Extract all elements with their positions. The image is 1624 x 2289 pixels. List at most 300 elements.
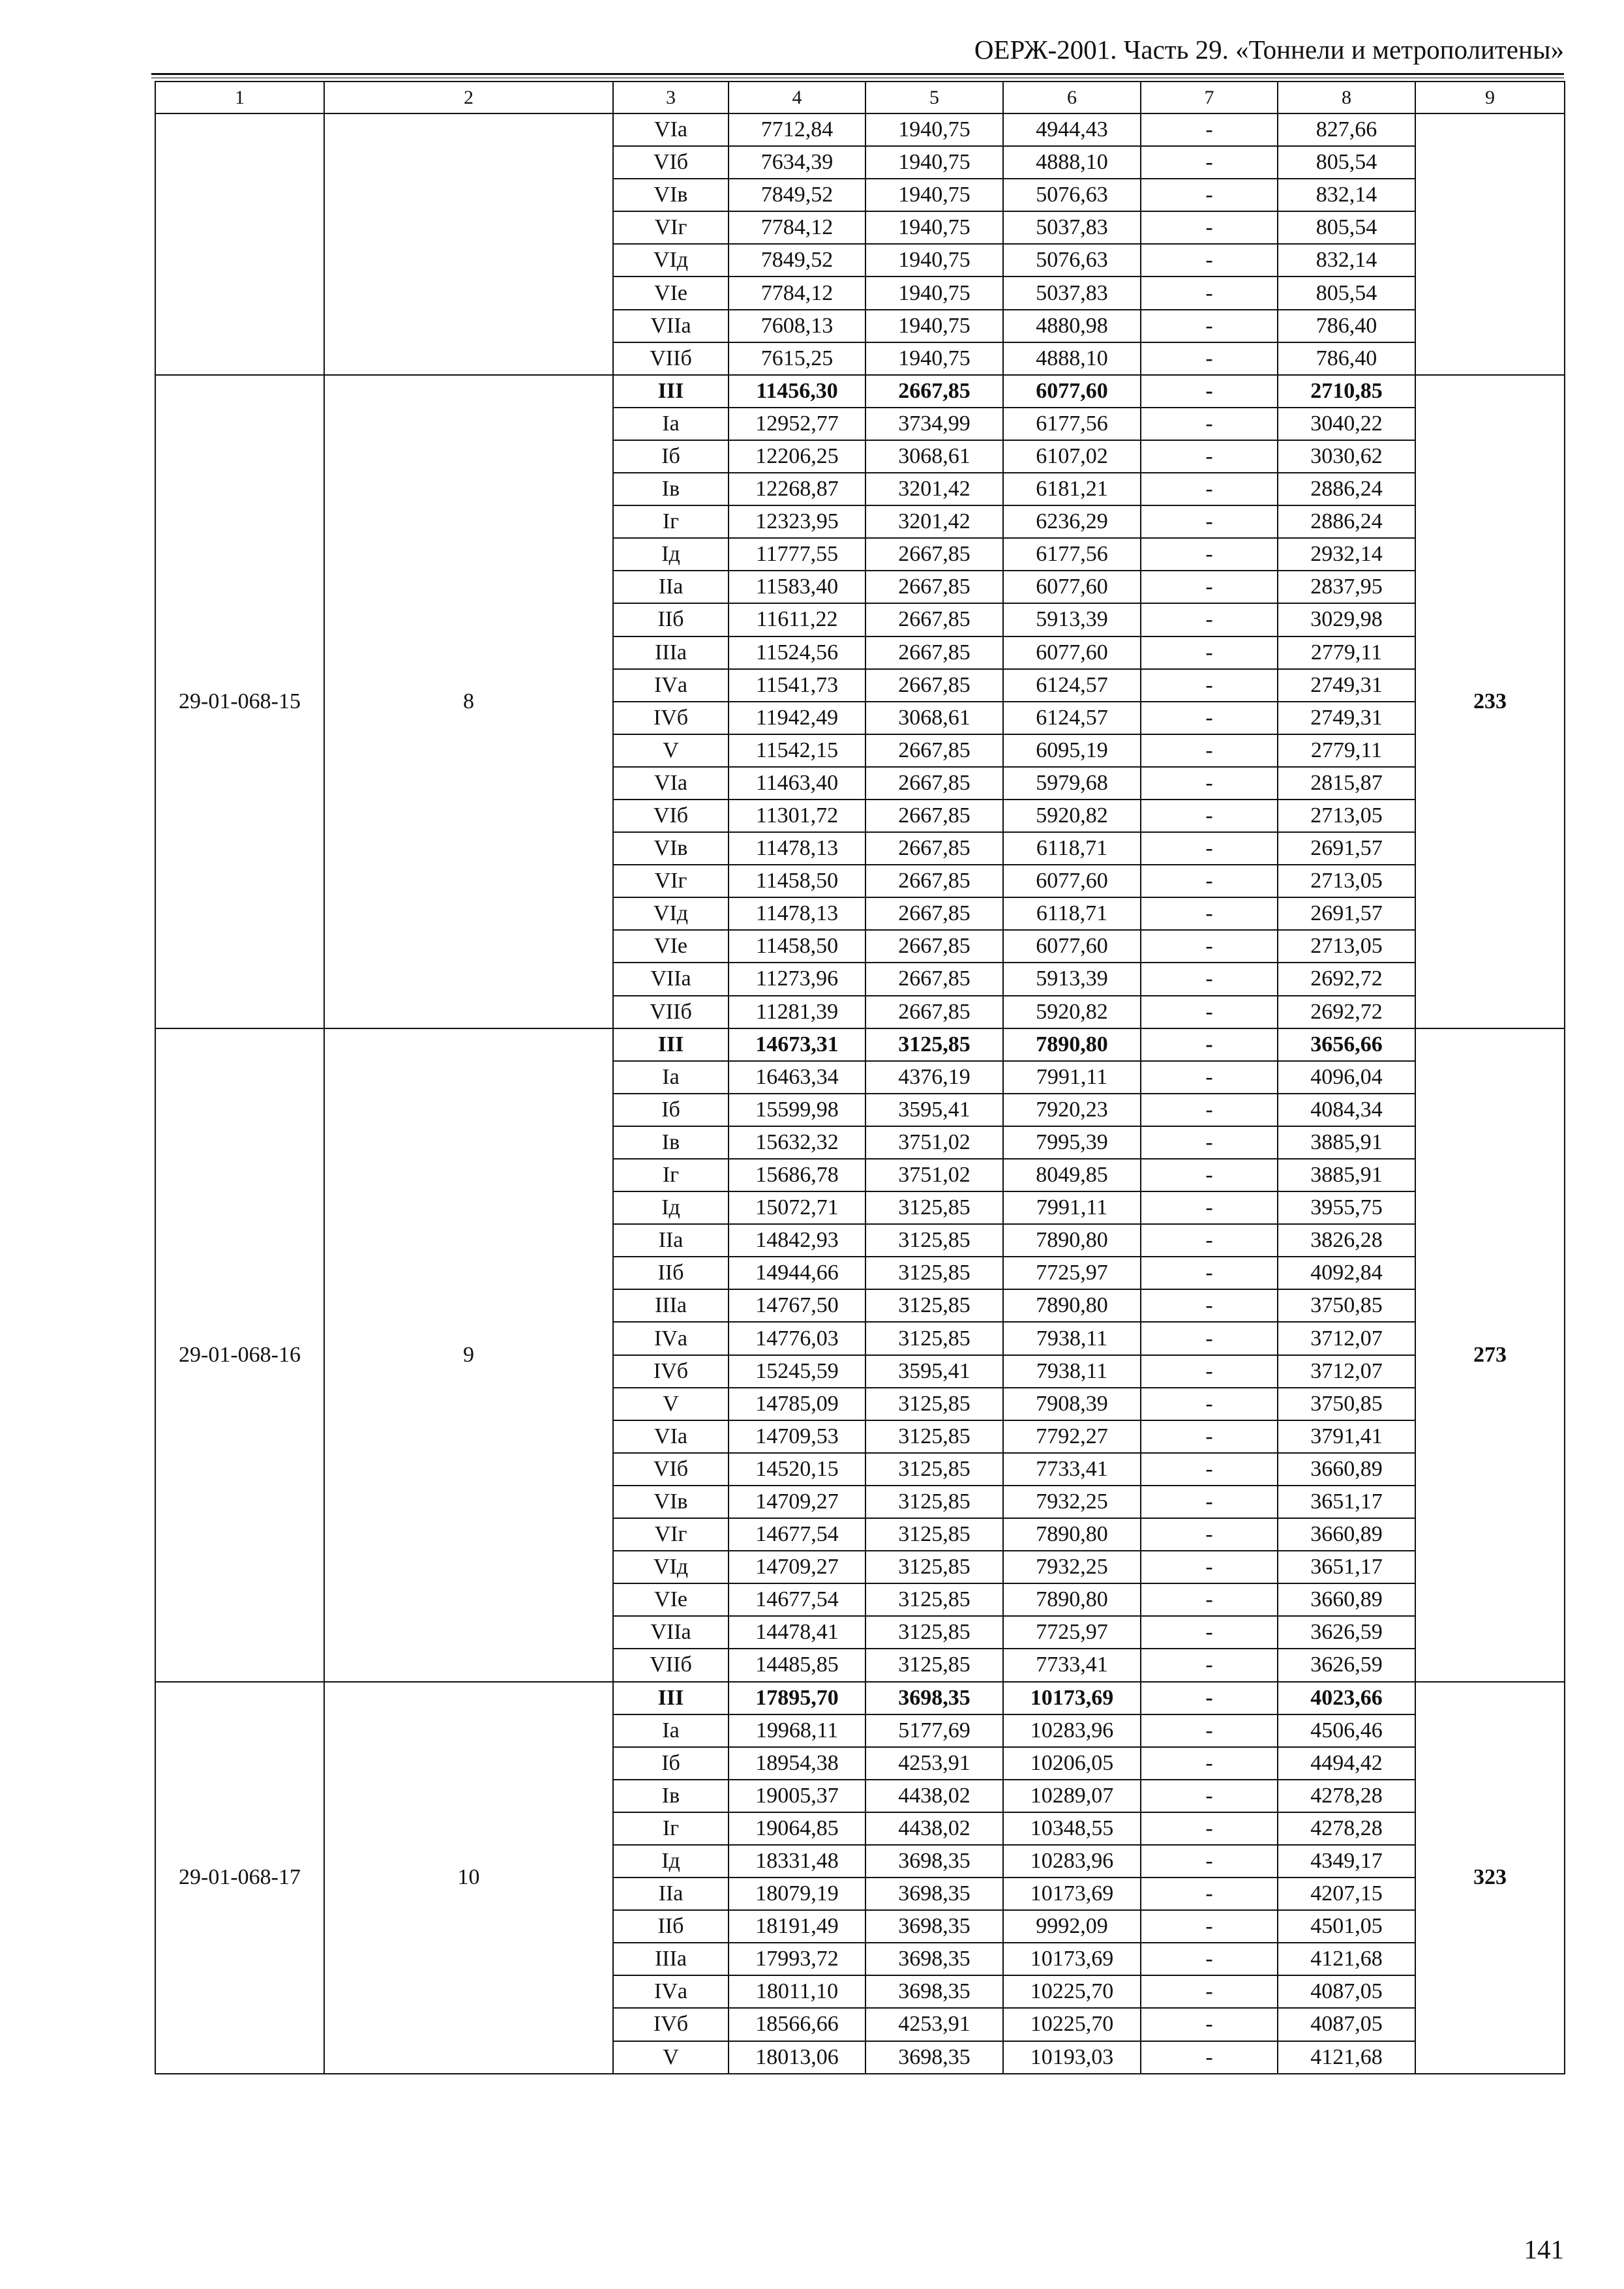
table-cell: 7733,41 [1003, 1649, 1141, 1681]
table-cell: - [1141, 505, 1278, 538]
table-cell: 3698,35 [865, 2041, 1003, 2074]
table-cell: 1940,75 [865, 146, 1003, 179]
table-cell: 17993,72 [729, 1943, 865, 1975]
table-cell: - [1141, 277, 1278, 309]
table-cell: 2886,24 [1278, 505, 1415, 538]
table-cell: - [1141, 702, 1278, 734]
table-cell: 11281,39 [729, 996, 865, 1028]
table-cell: 2667,85 [865, 734, 1003, 767]
labor-total: 233 [1415, 375, 1565, 1028]
table-cell: 17895,70 [729, 1682, 865, 1714]
table-cell: - [1141, 1289, 1278, 1322]
table-cell: 2667,85 [865, 963, 1003, 995]
table-cell: 12268,87 [729, 473, 865, 505]
table-cell: 19968,11 [729, 1714, 865, 1747]
table-cell: - [1141, 897, 1278, 930]
table-cell: VIв [613, 832, 729, 865]
table-cell: 19005,37 [729, 1780, 865, 1812]
table-cell: - [1141, 244, 1278, 277]
table-cell: 3595,41 [865, 1355, 1003, 1388]
rate-number: 9 [324, 1028, 613, 1682]
table-cell: 11541,73 [729, 669, 865, 702]
table-cell: 4096,04 [1278, 1061, 1415, 1094]
header-rule-thick [151, 73, 1564, 75]
table-cell: IIIа [613, 636, 729, 669]
table-cell: VIг [613, 1518, 729, 1551]
table-cell: 11542,15 [729, 734, 865, 767]
table-cell: 3751,02 [865, 1159, 1003, 1191]
table-cell: 14842,93 [729, 1224, 865, 1257]
table-cell: VIд [613, 897, 729, 930]
table-cell: 832,14 [1278, 179, 1415, 211]
table-cell: 3125,85 [865, 1191, 1003, 1224]
table-cell: 1940,75 [865, 244, 1003, 277]
table-cell: 3201,42 [865, 505, 1003, 538]
table-cell: 10283,96 [1003, 1714, 1141, 1747]
table-cell: 3068,61 [865, 702, 1003, 734]
table-cell: 7920,23 [1003, 1094, 1141, 1126]
table-cell: 3125,85 [865, 1289, 1003, 1322]
table-cell: 4880,98 [1003, 310, 1141, 342]
table-cell: - [1141, 1682, 1278, 1714]
table-cell: III [613, 375, 729, 408]
table-cell: IVб [613, 1355, 729, 1388]
table-cell: 11273,96 [729, 963, 865, 995]
table-cell: 18954,38 [729, 1747, 865, 1780]
table-cell: 19064,85 [729, 1812, 865, 1845]
table-cell: - [1141, 310, 1278, 342]
table-cell: 14673,31 [729, 1028, 865, 1061]
table-cell: 12952,77 [729, 408, 865, 440]
rate-code: 29-01-068-15 [155, 375, 324, 1028]
table-cell: 7733,41 [1003, 1453, 1141, 1486]
table-cell: 5913,39 [1003, 963, 1141, 995]
table-cell: - [1141, 1355, 1278, 1388]
table-cell: 3660,89 [1278, 1583, 1415, 1616]
table-row [155, 375, 1565, 408]
table-cell: 6124,57 [1003, 702, 1141, 734]
table-cell: 5920,82 [1003, 800, 1141, 832]
table-cell: Iд [613, 1845, 729, 1878]
table-cell: 7712,84 [729, 113, 865, 146]
table-cell: III [613, 1682, 729, 1714]
table-cell: 14677,54 [729, 1518, 865, 1551]
table-cell: 14677,54 [729, 1583, 865, 1616]
table-cell: 5920,82 [1003, 996, 1141, 1028]
table-cell: 2667,85 [865, 767, 1003, 800]
table-cell: - [1141, 538, 1278, 571]
table-cell: - [1141, 1388, 1278, 1420]
rate-number: 8 [324, 375, 613, 1028]
table-cell: 6181,21 [1003, 473, 1141, 505]
table-cell: 4888,10 [1003, 342, 1141, 375]
column-header: 5 [865, 82, 1003, 113]
table-cell: 3125,85 [865, 1322, 1003, 1354]
table-cell: - [1141, 1616, 1278, 1649]
table-cell: 1940,75 [865, 179, 1003, 211]
table-cell: 8049,85 [1003, 1159, 1141, 1191]
table-cell: 14478,41 [729, 1616, 865, 1649]
table-cell: 11478,13 [729, 832, 865, 865]
table-cell: 4278,28 [1278, 1780, 1415, 1812]
table-cell: 3698,35 [865, 1943, 1003, 1975]
table-cell: 7890,80 [1003, 1289, 1141, 1322]
table-cell: 11942,49 [729, 702, 865, 734]
table-cell: 7908,39 [1003, 1388, 1141, 1420]
table-cell: 2713,05 [1278, 930, 1415, 963]
table-cell: 3030,62 [1278, 440, 1415, 473]
table-cell: 4023,66 [1278, 1682, 1415, 1714]
table-cell: IIа [613, 571, 729, 603]
table-cell: 3698,35 [865, 1845, 1003, 1878]
table-cell: 15599,98 [729, 1094, 865, 1126]
column-header: 4 [729, 82, 865, 113]
table-cell: IVб [613, 702, 729, 734]
table-cell: 7608,13 [729, 310, 865, 342]
table-cell: VIIб [613, 996, 729, 1028]
table-cell: 10173,69 [1003, 1943, 1141, 1975]
table-cell: 11611,22 [729, 603, 865, 636]
table-cell: - [1141, 636, 1278, 669]
table-cell: IVа [613, 1975, 729, 2008]
table-cell: - [1141, 1486, 1278, 1518]
table-cell: 3125,85 [865, 1224, 1003, 1257]
table-cell: - [1141, 1028, 1278, 1061]
table-cell: 15632,32 [729, 1126, 865, 1159]
table-cell: VIд [613, 244, 729, 277]
table-cell: 6177,56 [1003, 408, 1141, 440]
table-cell: 3750,85 [1278, 1388, 1415, 1420]
table-cell: 3125,85 [865, 1616, 1003, 1649]
table-cell: 14767,50 [729, 1289, 865, 1322]
table-cell: VIIб [613, 1649, 729, 1681]
table-cell: 7890,80 [1003, 1028, 1141, 1061]
table-cell: 11456,30 [729, 375, 865, 408]
table-cell: 2713,05 [1278, 800, 1415, 832]
table-cell: 2886,24 [1278, 473, 1415, 505]
table-cell: VIг [613, 211, 729, 244]
table-cell: 2667,85 [865, 800, 1003, 832]
table-cell: - [1141, 1943, 1278, 1975]
table-cell: 3125,85 [865, 1583, 1003, 1616]
table-cell: 2667,85 [865, 538, 1003, 571]
table-cell: 6177,56 [1003, 538, 1141, 571]
table-cell: 14709,53 [729, 1420, 865, 1453]
table-cell: 11463,40 [729, 767, 865, 800]
table-body [155, 113, 1565, 2074]
table-cell: 6118,71 [1003, 897, 1141, 930]
table-cell: 3750,85 [1278, 1289, 1415, 1322]
table-cell: 2691,57 [1278, 897, 1415, 930]
table-cell: - [1141, 1094, 1278, 1126]
table-cell: Iд [613, 1191, 729, 1224]
table-cell: 3125,85 [865, 1388, 1003, 1420]
table-cell: 4278,28 [1278, 1812, 1415, 1845]
table-cell: 6118,71 [1003, 832, 1141, 865]
table-cell: 1940,75 [865, 211, 1003, 244]
table-cell: 2692,72 [1278, 963, 1415, 995]
table-cell: - [1141, 2041, 1278, 2074]
table-cell: - [1141, 1551, 1278, 1583]
table-cell: - [1141, 1191, 1278, 1224]
table-cell: 3125,85 [865, 1649, 1003, 1681]
table-cell: 11583,40 [729, 571, 865, 603]
table-cell: 7725,97 [1003, 1257, 1141, 1289]
rate-code [155, 113, 324, 375]
table-cell: 4087,05 [1278, 1975, 1415, 2008]
table-cell: 3068,61 [865, 440, 1003, 473]
table-cell: VIа [613, 767, 729, 800]
table-cell: 7890,80 [1003, 1224, 1141, 1257]
table-cell: - [1141, 375, 1278, 408]
table-cell: 3712,07 [1278, 1355, 1415, 1388]
page-number: 141 [1524, 2234, 1564, 2264]
table-cell: 6107,02 [1003, 440, 1141, 473]
column-header: 3 [613, 82, 729, 113]
table-cell: 4376,19 [865, 1061, 1003, 1094]
table-cell: - [1141, 1910, 1278, 1943]
table-cell: IIа [613, 1224, 729, 1257]
table-cell: - [1141, 1257, 1278, 1289]
table-cell: 3626,59 [1278, 1649, 1415, 1681]
table-cell: Iа [613, 408, 729, 440]
table-cell: 3651,17 [1278, 1551, 1415, 1583]
table-cell: - [1141, 1975, 1278, 2008]
table-cell: 2713,05 [1278, 865, 1415, 897]
table-cell: IIб [613, 1257, 729, 1289]
table-cell: 7932,25 [1003, 1551, 1141, 1583]
table-cell: 2667,85 [865, 571, 1003, 603]
rate-number [324, 113, 613, 375]
table-cell: 7849,52 [729, 244, 865, 277]
table-cell: VIг [613, 865, 729, 897]
table-cell: 18191,49 [729, 1910, 865, 1943]
table-cell: 4438,02 [865, 1780, 1003, 1812]
table-cell: - [1141, 1061, 1278, 1094]
table-cell: 2667,85 [865, 930, 1003, 963]
table-cell: 14785,09 [729, 1388, 865, 1420]
table-cell: 3201,42 [865, 473, 1003, 505]
table-cell: 4253,91 [865, 1747, 1003, 1780]
table-cell: 10173,69 [1003, 1682, 1141, 1714]
table-cell: - [1141, 179, 1278, 211]
table-cell: 2667,85 [865, 832, 1003, 865]
column-header: 6 [1003, 82, 1141, 113]
table-cell: - [1141, 211, 1278, 244]
table-cell: 11524,56 [729, 636, 865, 669]
table-cell: VIа [613, 1420, 729, 1453]
table-cell: - [1141, 1845, 1278, 1878]
table-cell: 10173,69 [1003, 1878, 1141, 1910]
table-cell: 2749,31 [1278, 702, 1415, 734]
table-cell: 4501,05 [1278, 1910, 1415, 1943]
table-cell: 1940,75 [865, 310, 1003, 342]
table-cell: 6077,60 [1003, 571, 1141, 603]
table-cell: 11458,50 [729, 865, 865, 897]
table-cell: V [613, 2041, 729, 2074]
table-cell: VIа [613, 113, 729, 146]
table-cell: 4253,91 [865, 2008, 1003, 2041]
table-row [155, 1028, 1565, 1061]
table-cell: IIб [613, 603, 729, 636]
column-header: 7 [1141, 82, 1278, 113]
table-cell: 7725,97 [1003, 1616, 1141, 1649]
table-cell: 10348,55 [1003, 1812, 1141, 1845]
table-cell: Iб [613, 440, 729, 473]
table-cell: 1940,75 [865, 113, 1003, 146]
table-cell: 14520,15 [729, 1453, 865, 1486]
table-cell: 3698,35 [865, 1910, 1003, 1943]
table-cell: 14485,85 [729, 1649, 865, 1681]
table-cell: 1940,75 [865, 277, 1003, 309]
table-cell: 11478,13 [729, 897, 865, 930]
table-cell: 3734,99 [865, 408, 1003, 440]
table-cell: 6077,60 [1003, 865, 1141, 897]
table-cell: - [1141, 408, 1278, 440]
table-cell: 12206,25 [729, 440, 865, 473]
table-cell: VIв [613, 1486, 729, 1518]
table-cell: - [1141, 1878, 1278, 1910]
table-cell: 3698,35 [865, 1682, 1003, 1714]
table-cell: - [1141, 2008, 1278, 2041]
table-cell: 14944,66 [729, 1257, 865, 1289]
table-cell: 4121,68 [1278, 2041, 1415, 2074]
table-cell: 2667,85 [865, 375, 1003, 408]
table-cell: 15072,71 [729, 1191, 865, 1224]
table-row [155, 113, 1565, 146]
table-cell: 4438,02 [865, 1812, 1003, 1845]
table-cell: - [1141, 1583, 1278, 1616]
table-cell: - [1141, 1453, 1278, 1486]
table-cell: - [1141, 571, 1278, 603]
table-cell: 6236,29 [1003, 505, 1141, 538]
table-cell: VIIа [613, 1616, 729, 1649]
table-cell: 5177,69 [865, 1714, 1003, 1747]
table-cell: 3885,91 [1278, 1126, 1415, 1159]
table-cell: - [1141, 963, 1278, 995]
table-cell: 4494,42 [1278, 1747, 1415, 1780]
table-cell: 14709,27 [729, 1486, 865, 1518]
table-cell: 5913,39 [1003, 603, 1141, 636]
table-cell: 7932,25 [1003, 1486, 1141, 1518]
table-cell: Iб [613, 1094, 729, 1126]
table-cell: - [1141, 1714, 1278, 1747]
table-cell: 10225,70 [1003, 2008, 1141, 2041]
table-cell: IVа [613, 669, 729, 702]
table-cell: VIIб [613, 342, 729, 375]
table-cell: 3751,02 [865, 1126, 1003, 1159]
table-cell: Iв [613, 473, 729, 505]
table-cell: 7995,39 [1003, 1126, 1141, 1159]
table-cell: - [1141, 1780, 1278, 1812]
column-header: 9 [1415, 82, 1565, 113]
table-cell: 7890,80 [1003, 1583, 1141, 1616]
table-cell: 2779,11 [1278, 734, 1415, 767]
table-cell: 3826,28 [1278, 1224, 1415, 1257]
table-cell: 2837,95 [1278, 571, 1415, 603]
table-cell: 4121,68 [1278, 1943, 1415, 1975]
table-cell: VIIа [613, 963, 729, 995]
table-cell: - [1141, 930, 1278, 963]
table-cell: V [613, 734, 729, 767]
table-cell: 3125,85 [865, 1028, 1003, 1061]
table-cell: 4084,34 [1278, 1094, 1415, 1126]
table-cell: 3712,07 [1278, 1322, 1415, 1354]
table-cell: 11458,50 [729, 930, 865, 963]
table-cell: 4506,46 [1278, 1714, 1415, 1747]
table-cell: 5979,68 [1003, 767, 1141, 800]
table-cell: 2710,85 [1278, 375, 1415, 408]
table-cell: 11301,72 [729, 800, 865, 832]
table-cell: Iб [613, 1747, 729, 1780]
table-cell: 3040,22 [1278, 408, 1415, 440]
table-cell: - [1141, 734, 1278, 767]
table-cell: 3885,91 [1278, 1159, 1415, 1191]
table-cell: V [613, 1388, 729, 1420]
table-cell: 10289,07 [1003, 1780, 1141, 1812]
table-cell: Iг [613, 505, 729, 538]
table-cell: 805,54 [1278, 211, 1415, 244]
table-cell: 1940,75 [865, 342, 1003, 375]
table-cell: Iд [613, 538, 729, 571]
table-cell: 15686,78 [729, 1159, 865, 1191]
labor-total: 273 [1415, 1028, 1565, 1682]
table-cell: 3125,85 [865, 1486, 1003, 1518]
table-cell: 786,40 [1278, 310, 1415, 342]
table-cell: - [1141, 1518, 1278, 1551]
table-cell: 3955,75 [1278, 1191, 1415, 1224]
table-cell: - [1141, 767, 1278, 800]
table-cell: 6077,60 [1003, 375, 1141, 408]
table-cell: VIе [613, 1583, 729, 1616]
table-cell: 6095,19 [1003, 734, 1141, 767]
table-cell: 18011,10 [729, 1975, 865, 2008]
table-cell: 3791,41 [1278, 1420, 1415, 1453]
table-cell: 3660,89 [1278, 1453, 1415, 1486]
table-cell: 3656,66 [1278, 1028, 1415, 1061]
labor-total [1415, 113, 1565, 375]
table-cell: - [1141, 1649, 1278, 1681]
table-cell: 5076,63 [1003, 244, 1141, 277]
table-cell: IIIа [613, 1943, 729, 1975]
table-cell: Iв [613, 1780, 729, 1812]
table-cell: - [1141, 603, 1278, 636]
table-cell: 18079,19 [729, 1878, 865, 1910]
table-cell: 7792,27 [1003, 1420, 1141, 1453]
rate-code: 29-01-068-16 [155, 1028, 324, 1682]
table-cell: 18566,66 [729, 2008, 865, 2041]
table-cell: VIе [613, 930, 729, 963]
column-header: 1 [155, 82, 324, 113]
table-cell: 10193,03 [1003, 2041, 1141, 2074]
table-cell: 3698,35 [865, 1878, 1003, 1910]
table-cell: 3660,89 [1278, 1518, 1415, 1551]
table-cell: 2779,11 [1278, 636, 1415, 669]
table-cell: - [1141, 996, 1278, 1028]
table-cell: VIе [613, 277, 729, 309]
table-cell: Iг [613, 1812, 729, 1845]
table-cell: 16463,34 [729, 1061, 865, 1094]
table-cell: - [1141, 113, 1278, 146]
table-cell: - [1141, 342, 1278, 375]
table-cell: 2932,14 [1278, 538, 1415, 571]
table-cell: 2667,85 [865, 669, 1003, 702]
column-header: 8 [1278, 82, 1415, 113]
table-cell: IVа [613, 1322, 729, 1354]
table-cell: 4092,84 [1278, 1257, 1415, 1289]
table-cell: 3125,85 [865, 1453, 1003, 1486]
table-cell: 4888,10 [1003, 146, 1141, 179]
